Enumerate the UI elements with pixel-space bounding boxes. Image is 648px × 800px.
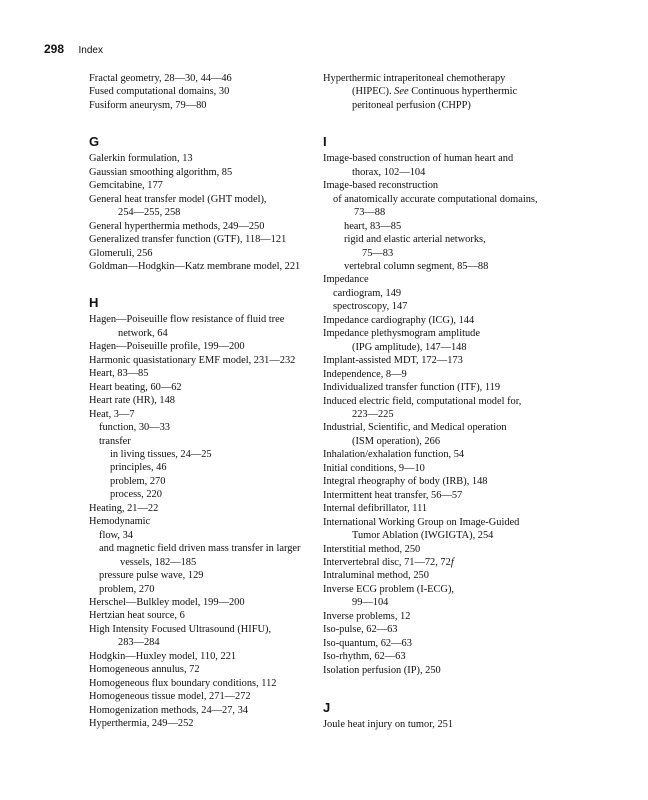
index-entry: Integral rheography of body (IRB), 148 — [323, 476, 488, 488]
index-entry: Harmonic quasistationary EMF model, 231—232 — [89, 354, 296, 366]
index-entry: Inverse ECG problem (I-ECG), — [323, 583, 454, 595]
index-entry: Inhalation/exhalation function, 54 — [323, 449, 465, 461]
index-entry-continuation: (IPG amplitude), 147—148 — [352, 341, 467, 353]
index-entry: Heat, 3—7 — [89, 408, 135, 420]
index-entry: High Intensity Focused Ultrasound (HIFU), — [89, 623, 272, 635]
index-entry-continuation: 223—225 — [352, 408, 394, 420]
index-subentry: pressure pulse wave, 129 — [99, 570, 204, 582]
index-entry: Fractal geometry, 28—30, 44—46 — [89, 73, 232, 84]
index-entry: Isolation perfusion (IP), 250 — [323, 664, 441, 676]
index-entry — [323, 556, 563, 569]
index-entry: Impedance cardiography (ICG), 144 — [323, 314, 475, 326]
index-subsubentry: process, 220 — [110, 489, 162, 501]
index-entry: Heart, 83—85 — [89, 368, 149, 380]
index-subsubentry: problem, 270 — [110, 475, 166, 487]
section-letter-g: G — [89, 134, 100, 150]
index-entry: Herschel—Bulkley model, 199—200 — [89, 596, 245, 608]
index-entry-continuation: network, 64 — [118, 327, 168, 339]
index-entry: Hemodynamic — [89, 516, 151, 528]
index-entry: Generalized transfer function (GTF), 118—121 — [89, 234, 287, 246]
index-entry-continuation: thorax, 102—104 — [352, 166, 426, 178]
running-head — [44, 40, 103, 58]
index-entry: Heart rate (HR), 148 — [89, 395, 175, 407]
index-subentry: problem, 270 — [99, 583, 155, 595]
index-subsubentry: in living tissues, 24—25 — [110, 448, 212, 460]
index-entry: Image-based construction of human heart and — [323, 153, 514, 165]
index-entry: Homogenization methods, 24—27, 34 — [89, 704, 249, 716]
index-entry-continuation: (ISM operation), 266 — [352, 435, 441, 447]
entry-text: Intervertebral disc, 71—72, 72 — [323, 556, 451, 568]
index-entry: Galerkin formulation, 13 — [89, 153, 193, 165]
index-subentry: cardiogram, 149 — [333, 287, 402, 299]
index-entry: Inverse problems, 12 — [323, 610, 411, 622]
index-subsubentry: heart, 83—85 — [344, 220, 402, 232]
cross-reference-see: See — [394, 86, 409, 98]
index-entry: Initial conditions, 9—10 — [323, 462, 425, 474]
index-entry-continuation: Tumor Ablation (IWGIGTA), 254 — [352, 530, 494, 542]
index-entry: Iso-rhythm, 62—63 — [323, 651, 406, 663]
entry-text: Continuous hyperthermic — [411, 86, 518, 98]
index-entry: Homogeneous flux boundary conditions, 112 — [89, 677, 277, 689]
index-subsubentry: principles, 46 — [110, 462, 167, 474]
index-entry-continuation: 73—88 — [354, 207, 386, 219]
section-letter-i: I — [323, 134, 327, 150]
index-entry: Hodgkin—Huxley model, 110, 221 — [89, 650, 237, 662]
index-entry: Fusiform aneurysm, 79—80 — [89, 99, 207, 111]
index-entry: General hyperthermia methods, 249—250 — [89, 220, 265, 232]
index-subentry: flow, 34 — [99, 529, 133, 541]
index-entry-continuation: 254—255, 258 — [118, 207, 181, 219]
index-entry: Hertzian heat source, 6 — [89, 610, 185, 622]
index-entry: Implant-assisted MDT, 172—173 — [323, 355, 463, 367]
index-entry: Independence, 8—9 — [323, 368, 407, 380]
index-entry-continuation: 75—83 — [362, 247, 394, 259]
index-subsubentry: vertebral column segment, 85—88 — [344, 260, 489, 272]
index-subentry: function, 30—33 — [99, 422, 170, 434]
index-subentry: spectroscopy, 147 — [333, 301, 408, 313]
index-entry: International Working Group on Image-Guided — [323, 516, 520, 528]
index-entry: Heating, 21—22 — [89, 502, 159, 514]
index-subentry: transfer — [99, 435, 131, 447]
index-entry: Heart beating, 60—62 — [89, 381, 182, 393]
index-entry: General heat transfer model (GHT model), — [89, 193, 267, 205]
index-entry: Hagen—Poiseuille profile, 199—200 — [89, 341, 245, 353]
index-entry: Gaussian smoothing algorithm, 85 — [89, 166, 233, 178]
index-entry: Gemcitabine, 177 — [89, 180, 163, 192]
index-entry: Fused computational domains, 30 — [89, 86, 230, 98]
index-entry: Iso-pulse, 62—63 — [323, 624, 398, 636]
index-entry-continuation — [323, 85, 563, 98]
index-entry: Hyperthermic intraperitoneal chemotherapy — [323, 73, 506, 84]
figure-marker: f — [450, 556, 454, 568]
index-entry-continuation: peritoneal perfusion (CHPP) — [352, 99, 471, 111]
index-entry: Intraluminal method, 250 — [323, 570, 429, 582]
index-subentry: of anatomically accurate computational domains, — [333, 193, 538, 205]
index-entry: Induced electric field, computational model for, — [323, 395, 522, 407]
index-subentry: and magnetic field driven mass transfer in larger — [99, 543, 301, 555]
entry-text: (HIPEC). — [352, 86, 392, 98]
index-entry: Impedance — [323, 274, 369, 286]
index-entry: Iso-quantum, 62—63 — [323, 637, 412, 649]
index-entry: Glomeruli, 256 — [89, 247, 153, 259]
index-subsubentry: rigid and elastic arterial networks, — [344, 234, 486, 246]
index-entry: Interstitial method, 250 — [323, 543, 421, 555]
index-entry-continuation: vessels, 182—185 — [120, 556, 197, 568]
page-number: 298 — [44, 42, 65, 56]
section-letter-j: J — [323, 700, 331, 716]
index-entry-continuation: 283—284 — [118, 637, 160, 649]
index-entry: Goldman—Hodgkin—Katz membrane model, 221 — [89, 260, 301, 272]
running-head-title: Index — [78, 45, 103, 56]
index-entry: Internal defibrillator, 111 — [323, 503, 428, 515]
index-entry: Joule heat injury on tumor, 251 — [323, 719, 454, 731]
index-entry: Industrial, Scientific, and Medical operation — [323, 422, 507, 434]
index-entry: Individualized transfer function (ITF), 119 — [323, 382, 501, 394]
index-entry: Hyperthermia, 249—252 — [89, 718, 194, 730]
index-entry: Homogeneous tissue model, 271—272 — [89, 691, 251, 703]
index-entry-continuation: 99—104 — [352, 597, 389, 609]
index-column-left — [89, 72, 315, 730]
index-entry: Image-based reconstruction — [323, 180, 439, 192]
section-letter-h: H — [89, 295, 99, 311]
index-entry: Impedance plethysmogram amplitude — [323, 328, 480, 340]
index-entry: Homogeneous annulus, 72 — [89, 664, 200, 676]
index-entry: Intermittent heat transfer, 56—57 — [323, 489, 463, 501]
index-entry: Hagen—Poiseuille flow resistance of fluid tree — [89, 314, 285, 326]
index-column-right — [323, 72, 563, 731]
